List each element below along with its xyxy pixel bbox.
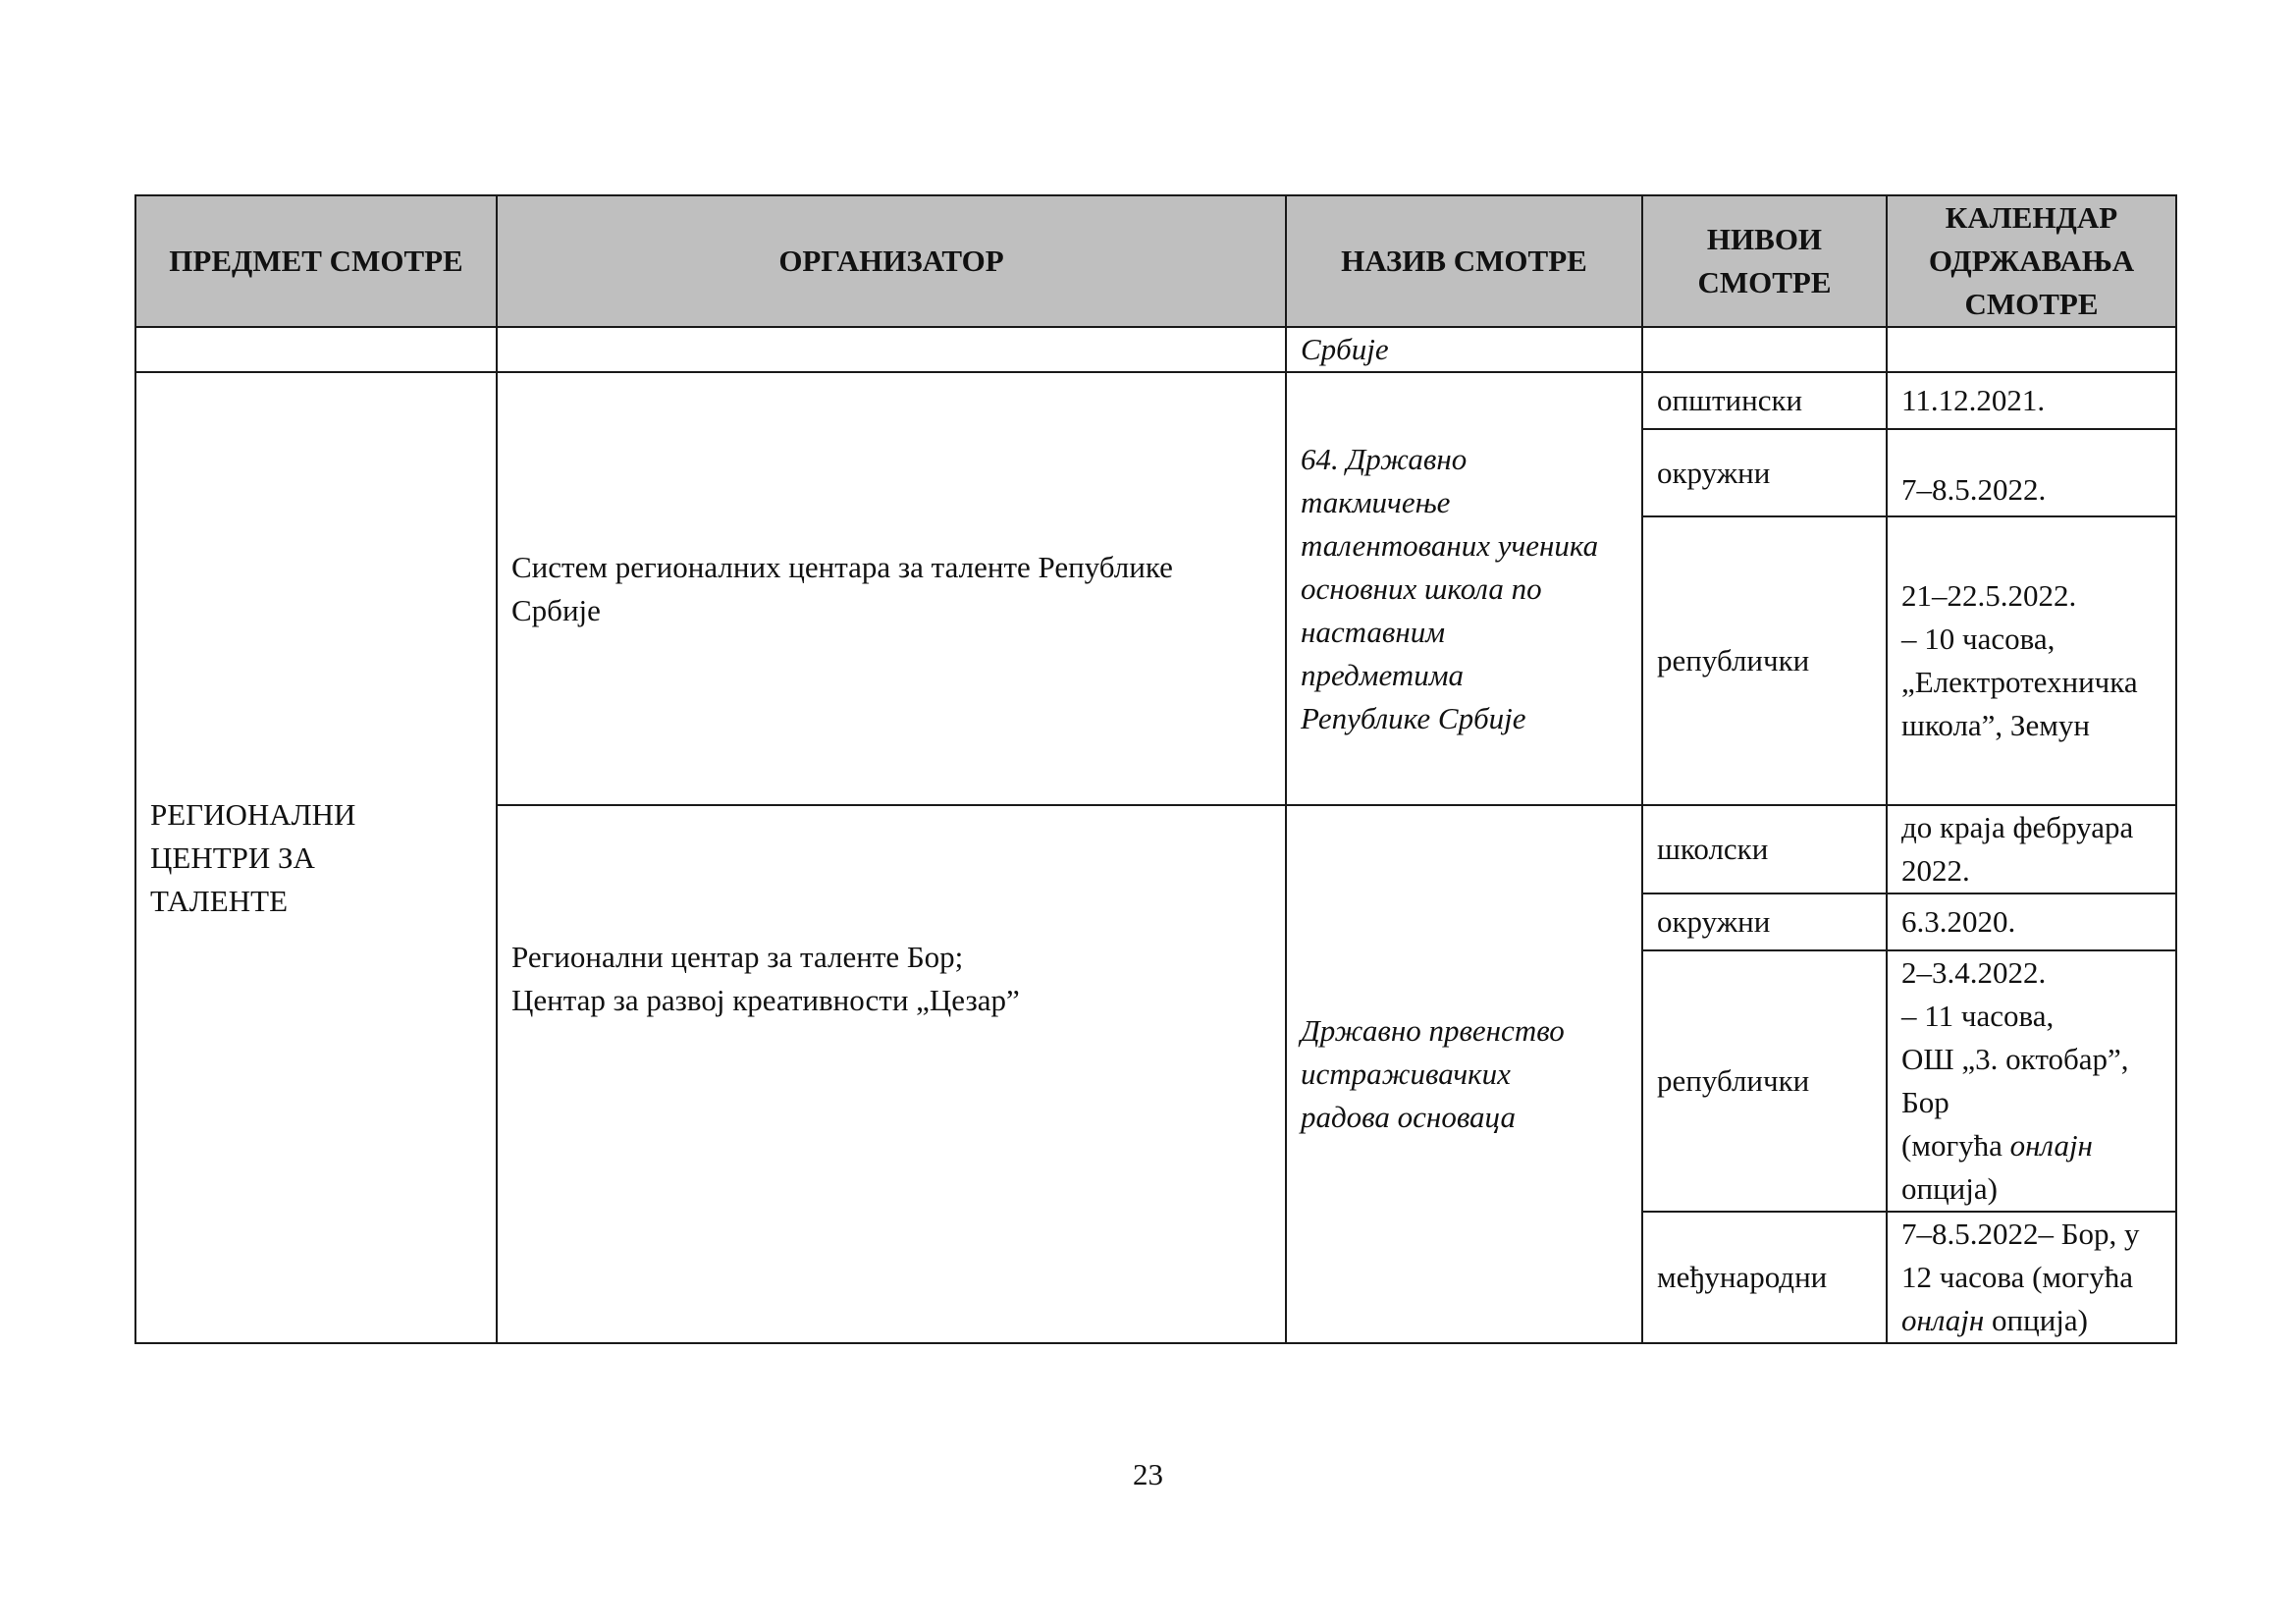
date-cell: 11.12.2021. [1887,372,2176,429]
competitions-table [134,194,2177,1344]
level-cell: школски [1642,805,1887,893]
competition-name-2: Државно првенство истраживачких радова основаца [1286,805,1642,1343]
cell-empty [497,327,1286,372]
level-cell: општински [1642,372,1887,429]
header-calendar: КАЛЕНДАР ОДРЖАВАЊА СМОТРЕ [1887,195,2176,327]
header-name: НАЗИВ СМОТРЕ [1286,195,1642,327]
header-level: НИВОИ СМОТРЕ [1642,195,1887,327]
cell-empty [1887,327,2176,372]
level-cell: републички [1642,950,1887,1212]
organizer-cell-1: Систем регионалних центара за таленте Републике Србије [497,372,1286,805]
date-cell: 7–8.5.2022. [1887,429,2176,516]
level-cell: окружни [1642,893,1887,950]
continuation-name: Србије [1286,327,1642,372]
level-cell: републички [1642,516,1887,805]
subject-cell: РЕГИОНАЛНИ ЦЕНТРИ ЗА ТАЛЕНТЕ [135,372,497,1343]
level-cell: окружни [1642,429,1887,516]
table-row [135,372,2176,429]
date-cell: до краја фебруара 2022. [1887,805,2176,893]
cell-empty [135,327,497,372]
organizer-cell-2: Регионални центар за таленте Бор; Центар за развој креативности „Цезар” [497,805,1286,1343]
header-organizer: ОРГАНИЗАТОР [497,195,1286,327]
competition-name-1: 64. Државно такмичење талентованих ученика основних школа по наставним предметима Републике Србије [1286,372,1642,805]
date-cell: 6.3.2020. [1887,893,2176,950]
header-row [135,195,2176,327]
date-cell: 21–22.5.2022. – 10 часова, „Електротехничка школа”, Земун [1887,516,2176,805]
date-cell: 2–3.4.2022. – 11 часова, ОШ „3. октобар”, Бор (могућа онлајн опција) [1887,950,2176,1212]
page-number: 23 [1133,1457,1163,1491]
header-subject: ПРЕДМЕТ СМОТРЕ [135,195,497,327]
continuation-row [135,327,2176,372]
date-cell: 7–8.5.2022– Бор, у 12 часова (могућа онлајн опција) [1887,1212,2176,1343]
level-cell: међународни [1642,1212,1887,1343]
cell-empty [1642,327,1887,372]
